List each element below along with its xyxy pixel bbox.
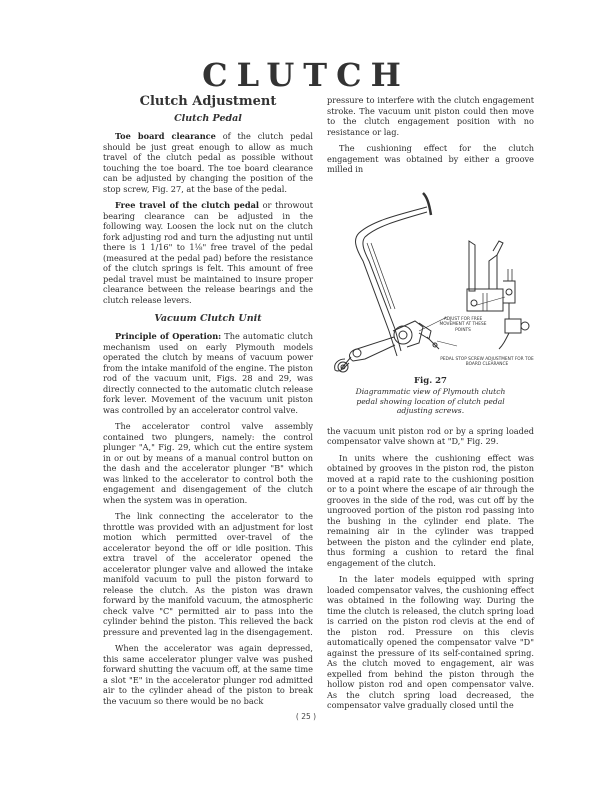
lead-term: Free travel of the clutch pedal bbox=[115, 200, 259, 210]
label-pedal-stop-screw: PEDAL STOP SCREW ADJUSTMENT FOR TOE BOARD CLEARANCE bbox=[440, 356, 534, 367]
lead-term: Principle of Operation: bbox=[115, 331, 222, 341]
figure-caption: Diagrammatic view of Plymouth clutch pedal showing location of clutch pedal adjusting screws. bbox=[355, 387, 506, 415]
figure-27-diagram bbox=[327, 181, 534, 374]
paragraph-grooved-piston: In units where the cushioning effect was obtained by grooves in the piston rod, the piston moved at a rapid rate to the cushioning position or to a point where the escape of air through the grooves in the side of the rod, was cut off by the ungrooved portion of the piston rod passing into the bushing in the cylinder end plate. The remaining air in the cylinder was trapped between the piston and the cylinder end plate, thus forming a cushion to retard the final engagement of the clutch. bbox=[327, 452, 534, 568]
section-heading-clutch-adjustment: Clutch Adjustment bbox=[139, 94, 277, 109]
page-number: ( 25 ) bbox=[295, 712, 317, 721]
right-column bbox=[327, 95, 534, 717]
paragraph-throttle-link: The link connecting the accelerator to the throttle was provided with an adjustment for lost motion which permitted over-travel of the accelerator beyond the off or idle position. This extra travel of the accelerator opened the accelerator plunger valve and allowed the intake manifold vacuum to pull the piston forward to release the clutch. As the piston was drawn forward by the manifold vacuum, the atmospheric check valve "C" permitted air to pass into the cylinder behind the piston. This relieved the back pressure and prevented lag in the disengagement. bbox=[103, 511, 313, 637]
left-column bbox=[103, 94, 313, 712]
paragraph-control-valve: The accelerator control valve assembly contained two plungers, namely: the control plunger "A," Fig. 29, which cut the entire system in or out by means of a manual control button on the dash and the accelerator plunger "B" which was linked to the accelerator to control both the engagement and disengagement of the clutch when the system was in operation. bbox=[103, 421, 313, 505]
page-title: CLUTCH bbox=[202, 56, 410, 94]
paragraph-spring-loaded-valve: the vacuum unit piston rod or by a spring loaded compensator valve shown at "D," Fig. 29. bbox=[327, 425, 534, 446]
paragraph-free-travel: Free travel of the clutch pedal or throwout bearing clearance can be adjusted in the following way. Loosen the lock nut on the clutch fork adjusting rod and turn the adjusting nut until there is 1 1/16" to 1⅛" free travel of the pedal (measured at the pedal pad) before the resistance of the clutch springs is felt. This amount of free pedal travel must be maintained to insure proper clearance between the release bearings and the clutch release levers. bbox=[103, 200, 313, 305]
label-adjust-free-movement: ADJUST FOR FREE MOVEMENT AT THESE POINTS bbox=[439, 316, 487, 333]
paragraph-accelerator-depressed: When the accelerator was again depressed, this same accelerator plunger valve was pushed forward shutting the vacuum off, at the same time a slot "E" in the accelerator plunger rod admitted air to the cylinder ahead of the piston to break the vacuum so there would be no back bbox=[103, 643, 313, 706]
subheading-vacuum-clutch-unit: Vacuum Clutch Unit bbox=[154, 313, 262, 324]
subheading-clutch-pedal: Clutch Pedal bbox=[174, 113, 242, 124]
paragraph-compensator-valves: In the later models equipped with spring loaded compensator valves, the cushioning effect was obtained in the following way. During the time the clutch is released, the clutch spring load is carried on the piston rod clevis at the end of the piston rod. Pressure on this clevis automatically opened the compensator valve "D" against the pressure of its self-contained spring. As the clutch moved to engagement, air was expelled from behind the piston through the hollow piston rod and open compensator valve. As the clutch spring load decreased, the compensator valve gradually closed until the bbox=[327, 574, 534, 710]
paragraph-principle-of-operation: Principle of Operation: The automatic clutch mechanism used on early Plymouth models operated the clutch by means of vacuum power from the intake manifold of the engine. The piston rod of the vacuum unit, Figs. 28 and 29, was directly connected to the automatic clutch release fork lever. Movement of the vacuum unit piston was controlled by an accelerator control valve. bbox=[103, 331, 314, 415]
paragraph-cushioning-effect: The cushioning effect for the clutch engagement was obtained by either a groove milled in bbox=[327, 143, 534, 174]
paragraph-toe-board-clearance: Toe board clearance of the clutch pedal should be just great enough to allow as much travel of the clutch pedal as possible without touching the toe board. The toe board clearance can be adjusted by changing the position of the stop screw, Fig. 27, at the base of the pedal. bbox=[103, 131, 313, 194]
figure-title: Fig. 27 bbox=[414, 375, 447, 386]
clutch-pedal-illustration bbox=[327, 181, 534, 374]
lead-term: Toe board clearance bbox=[115, 131, 216, 141]
paragraph-continued: pressure to interfere with the clutch engagement stroke. The vacuum unit piston could then move to the clutch engagement position with no resistance or lag. bbox=[327, 95, 534, 137]
